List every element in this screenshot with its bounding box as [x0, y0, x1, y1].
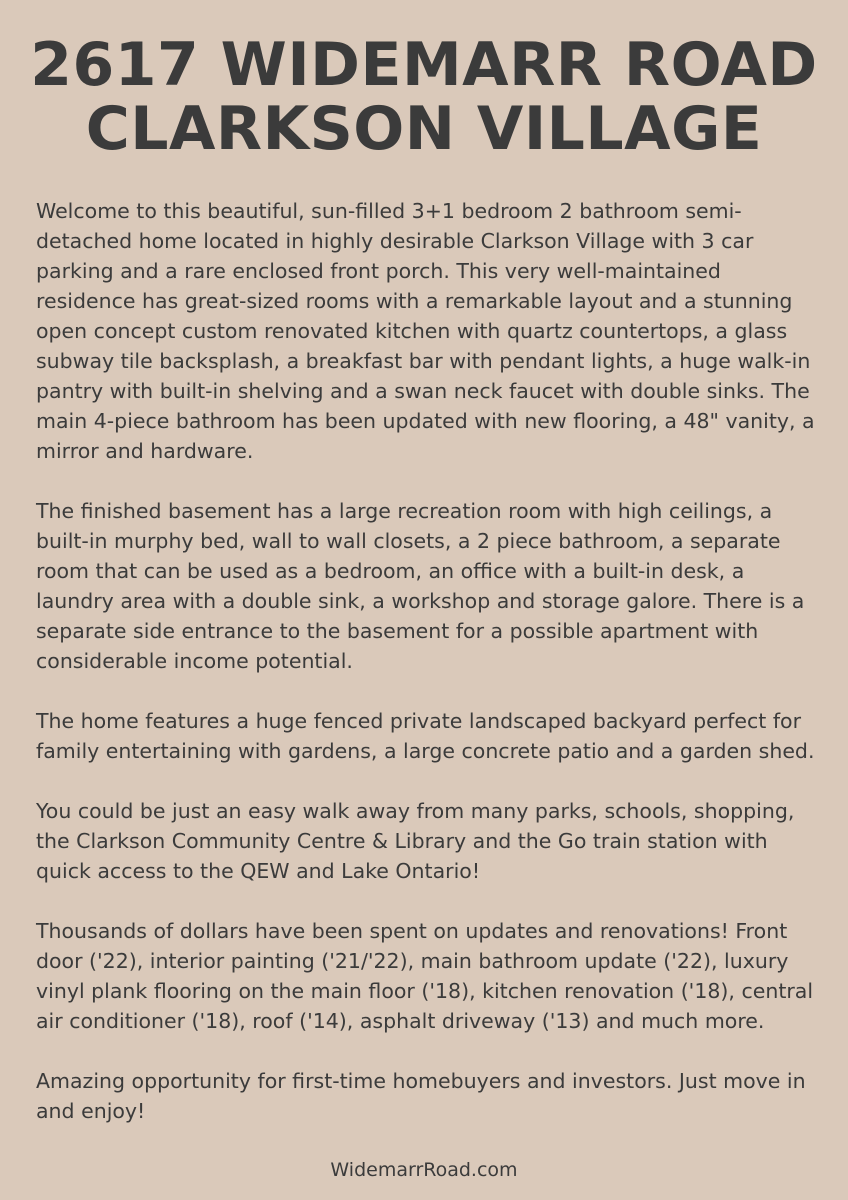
paragraph-backyard: The home features a huge fenced private landscaped backyard perfect for family entertaining with gardens, a large concrete patio and a garden shed.	[36, 709, 815, 763]
page-title	[0, 30, 848, 164]
title-address: 2617 WIDEMARR ROAD	[30, 30, 818, 100]
paragraph-basement: The finished basement has a large recreation room with high ceilings, a built-in murphy bed, wall to wall closets, a 2 piece bathroom, a separate room that can be used as a bedroom, an office with a built-in desk, a laundry area with a double sink, a workshop and storage galore. There is a separate side entrance to the basement for a possible apartment with considerable income potential.	[36, 499, 805, 673]
website-link[interactable]: WidemarrRoad.com	[330, 1159, 518, 1181]
paragraph-closing: Amazing opportunity for first-time homebuyers and investors. Just move in and enjoy!	[36, 1069, 806, 1123]
paragraph-location: You could be just an easy walk away from many parks, schools, shopping, the Clarkson Community Centre & Library and the Go train station with quick access to the QEW and Lake Ontario!	[36, 799, 795, 883]
description	[36, 196, 816, 1156]
paragraph-intro: Welcome to this beautiful, sun-filled 3+1 bedroom 2 bathroom semi-detached home located in highly desirable Clarkson Village with 3 car parking and a rare enclosed front porch. This very well-maintained residence has great-sized rooms with a remarkable layout and a stunning open concept custom renovated kitchen with quartz countertops, a glass subway tile backsplash, a breakfast bar with pendant lights, a huge walk-in pantry with built-in shelving and a swan neck faucet with double sinks. The main 4-piece bathroom has been updated with new flooring, a 48" vanity, a mirror and hardware.	[36, 199, 815, 463]
title-neighbourhood: CLARKSON VILLAGE	[85, 94, 763, 164]
paragraph-updates: Thousands of dollars have been spent on updates and renovations! Front door ('22), interior painting ('21/'22), main bathroom update ('22), luxury vinyl plank flooring on the main floor ('18), kitchen renovation ('18), central air conditioner ('18), roof ('14), asphalt driveway ('13) and much more.	[36, 919, 814, 1033]
